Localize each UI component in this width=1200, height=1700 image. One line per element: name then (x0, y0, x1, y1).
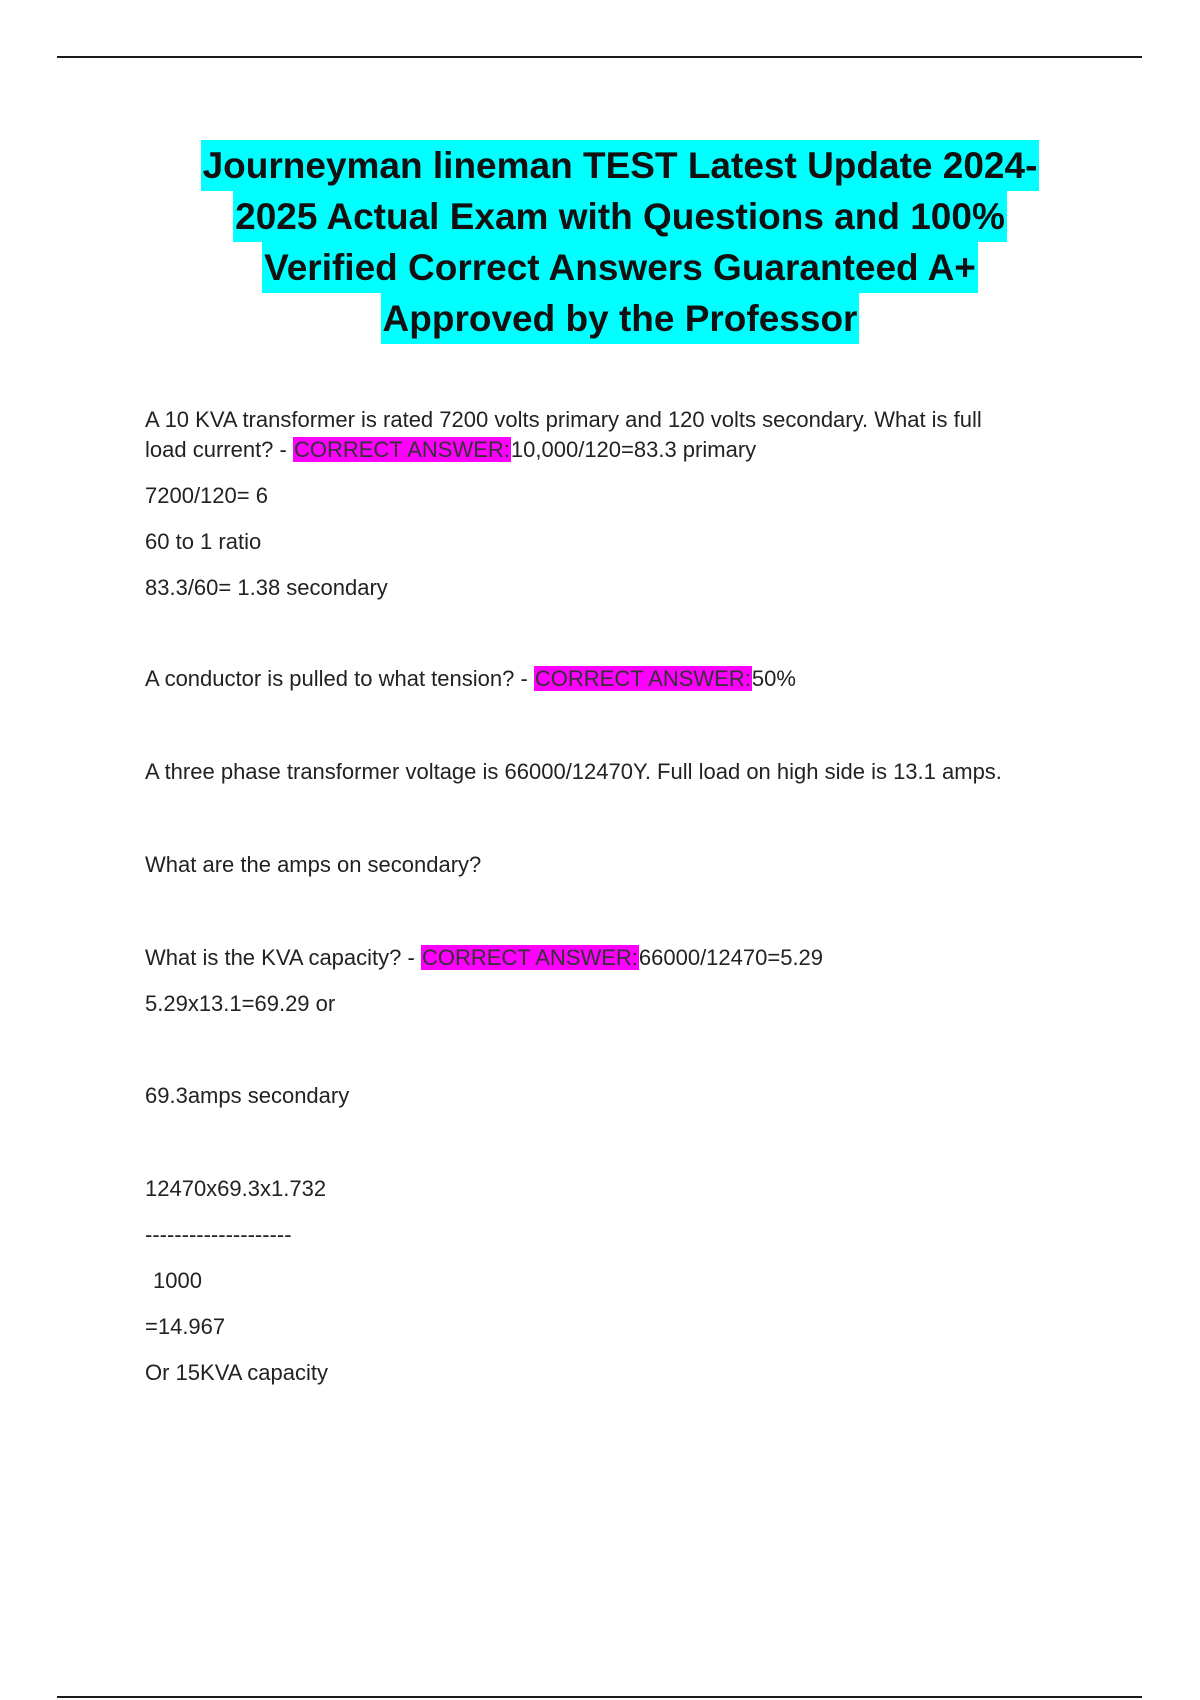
question-block-3 (145, 757, 1105, 1388)
document-title (100, 140, 1140, 344)
answer-line: Or 15KVA capacity (145, 1360, 329, 1385)
question-text-body: What is the KVA capacity? - (145, 945, 421, 970)
question-text: A three phase transformer voltage is 66000/12470Y. Full load on high side is 13.1 amps. (145, 759, 1002, 784)
question-text-tail: load current? - (145, 437, 293, 462)
answer-line: 5.29x13.1=69.29 or (145, 991, 336, 1016)
answer-line: 60 to 1 ratio (145, 529, 262, 554)
answer-text: 66000/12470=5.29 (638, 945, 824, 970)
answer-text: 50% (751, 666, 796, 691)
answer-line: 83.3/60= 1.38 secondary (145, 575, 388, 600)
correct-answer-label: CORRECT ANSWER: (293, 437, 510, 462)
bottom-divider (57, 1696, 1142, 1698)
answer-line: =14.967 (145, 1314, 226, 1339)
title-line-3: Verified Correct Answers Guaranteed A+ (262, 242, 978, 293)
answer-line: 12470x69.3x1.732 (145, 1176, 327, 1201)
document-body (145, 405, 1105, 1388)
question-text (145, 943, 1105, 973)
title-line-2: 2025 Actual Exam with Questions and 100% (233, 191, 1007, 242)
question-block-2 (145, 664, 1105, 694)
answer-line: 1000 (153, 1268, 202, 1293)
question-text: What are the amps on secondary? (145, 852, 482, 877)
answer-text: 10,000/120=83.3 primary (510, 437, 757, 462)
question-text (145, 664, 1105, 694)
question-text: A 10 KVA transformer is rated 7200 volts primary and 120 volts secondary. What is full (145, 407, 982, 432)
title-line-1: Journeyman lineman TEST Latest Update 2024- (201, 140, 1040, 191)
answer-line: 69.3amps secondary (145, 1083, 350, 1108)
title-line-4: Approved by the Professor (381, 293, 860, 344)
correct-answer-label: CORRECT ANSWER: (534, 666, 751, 691)
fraction-bar: -------------------- (145, 1222, 292, 1247)
question-text-body: A conductor is pulled to what tension? - (145, 666, 534, 691)
correct-answer-label: CORRECT ANSWER: (421, 945, 638, 970)
question-text-continued (145, 435, 1105, 465)
question-block-1 (145, 405, 1105, 603)
answer-line: 7200/120= 6 (145, 483, 268, 508)
top-divider (57, 56, 1142, 58)
